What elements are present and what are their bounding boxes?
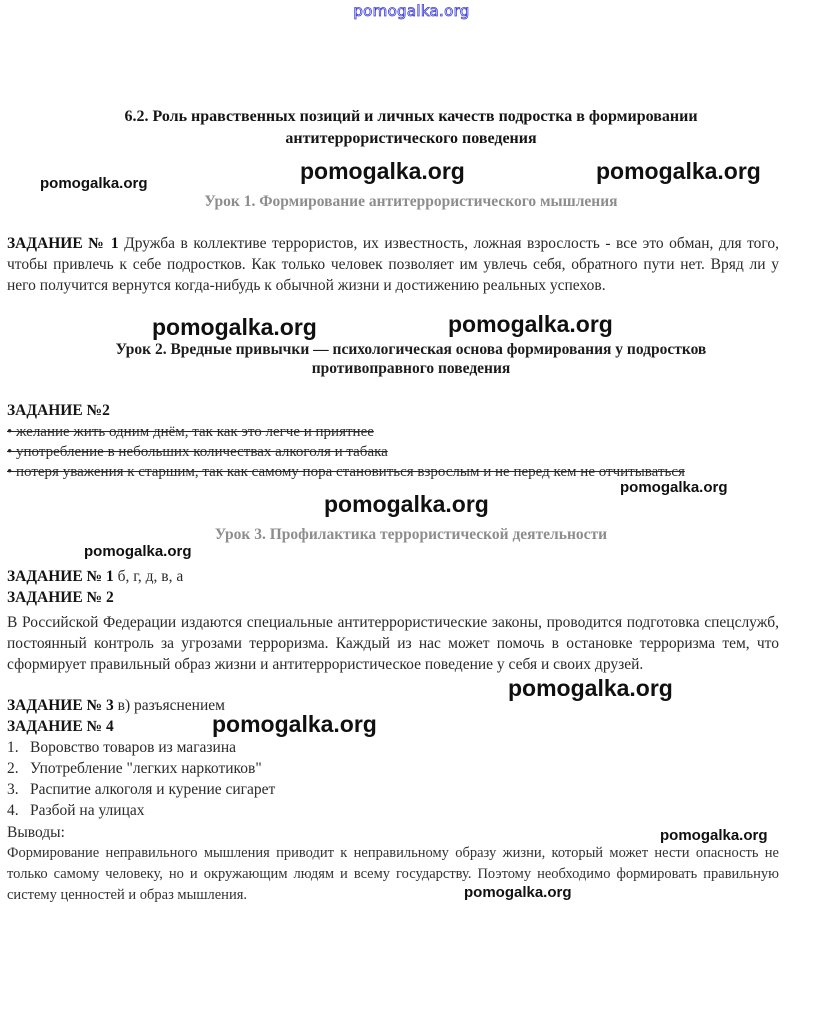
watermark: pomogalka.org xyxy=(620,479,728,496)
watermark: pomogalka.org xyxy=(464,884,572,901)
lesson3-task3-answer: в) разъяснением xyxy=(117,697,225,714)
watermark: pomogalka.org xyxy=(84,954,192,971)
lesson1-task1-label: ЗАДАНИЕ № 1 xyxy=(7,235,119,252)
lesson2-title-line2: противоправного поведения xyxy=(311,360,511,377)
watermark: pomogalka.org xyxy=(324,491,489,517)
watermark: pomogalka.org xyxy=(212,711,377,737)
lesson3-task3-label: ЗАДАНИЕ № 3 xyxy=(7,697,114,714)
list-item-number: 3. xyxy=(7,781,19,798)
lesson2-bullet: • желание жить одним днём, так как это легче и приятнее xyxy=(7,424,374,440)
lesson1-title: Урок 1. Формирование антитеррористического мышления xyxy=(204,193,618,210)
list-item xyxy=(7,737,236,758)
list-item-number: 4. xyxy=(7,802,19,819)
list-item-text: Разбой на улицах xyxy=(30,802,145,819)
watermark: pomogalka.org xyxy=(448,311,613,337)
lesson3-task2-text: В Российской Федерации издаются специальные антитеррористические законы, проводится подготовка спецслужб, постоянный контроль за угрозами терроризма. Каждый из нас может помочь в остановке терроризма тем, что сформирует правильный образ жизни и антитеррористическое поведение у себя и своих друзей. xyxy=(7,614,779,673)
lesson3-task1 xyxy=(7,566,183,587)
watermark: pomogalka.org xyxy=(84,543,192,560)
watermark: pomogalka.org xyxy=(152,314,317,340)
watermark: pomogalka.org xyxy=(660,827,768,844)
list-item-text: Употребление "легких наркотиков" xyxy=(30,760,262,777)
lesson1-task1 xyxy=(7,233,779,296)
conclusions-label: Выводы: xyxy=(7,824,65,841)
lesson3-task2-label: ЗАДАНИЕ № 2 xyxy=(7,589,114,606)
lesson1-task1-text: Дружба в коллективе террористов, их известность, ложная взрослость - все это обман, для того, чтобы привлечь к себе подростков. Как только человек позволяет им увлечь себя, обратного пути нет. Вряд ли у него получится вернутся когда-нибудь к обычной жизни и достижению реальных успехов. xyxy=(7,235,780,294)
watermark: pomogalka.org xyxy=(508,675,673,701)
list-item-text: Распитие алкоголя и курение сигарет xyxy=(30,781,276,798)
list-item xyxy=(7,800,145,821)
list-item xyxy=(7,779,275,800)
lesson2-task2-label: ЗАДАНИЕ №2 xyxy=(7,402,110,419)
lesson3-task1-answer: б, г, д, в, а xyxy=(117,568,184,585)
watermark: pomogalka.org xyxy=(40,175,148,192)
watermark: pomogalka.org xyxy=(300,158,465,184)
list-item xyxy=(7,758,262,779)
lesson2-bullet: • потеря уважения к старшим, так как самому пора становиться взрослым и не перед кем не отчитываться xyxy=(7,464,685,480)
list-item-number: 1. xyxy=(7,739,19,756)
lesson3-task4-label: ЗАДАНИЕ № 4 xyxy=(7,718,114,735)
lesson2-title-line1: Урок 2. Вредные привычки — психологическая основа формирования у подростков xyxy=(115,341,707,358)
section-title: 6.2. Роль нравственных позиций и личных качеств подростка в формировании антитеррористического поведения xyxy=(124,108,698,147)
lesson3-task1-label: ЗАДАНИЕ № 1 xyxy=(7,568,114,585)
conclusions-text: Формирование неправильного мышления приводит к неправильному образу жизни, который может нести опасность не только самому человеку, но и окружающим людям и всему государству. Поэтому необходимо формировать правильную систему ценностей и образ мышления. xyxy=(7,845,779,903)
watermark: pomogalka.org xyxy=(596,158,761,184)
list-item-number: 2. xyxy=(7,760,19,777)
lesson3-title: Урок 3. Профилактика террористической деятельности xyxy=(214,526,608,543)
header-watermark[interactable]: pomogalka.org xyxy=(353,2,470,20)
lesson2-bullet: • употребление в небольших количествах алкоголя и табака xyxy=(7,444,388,460)
lesson3-task3 xyxy=(7,695,225,716)
list-item-text: Воровство товаров из магазина xyxy=(30,739,237,756)
